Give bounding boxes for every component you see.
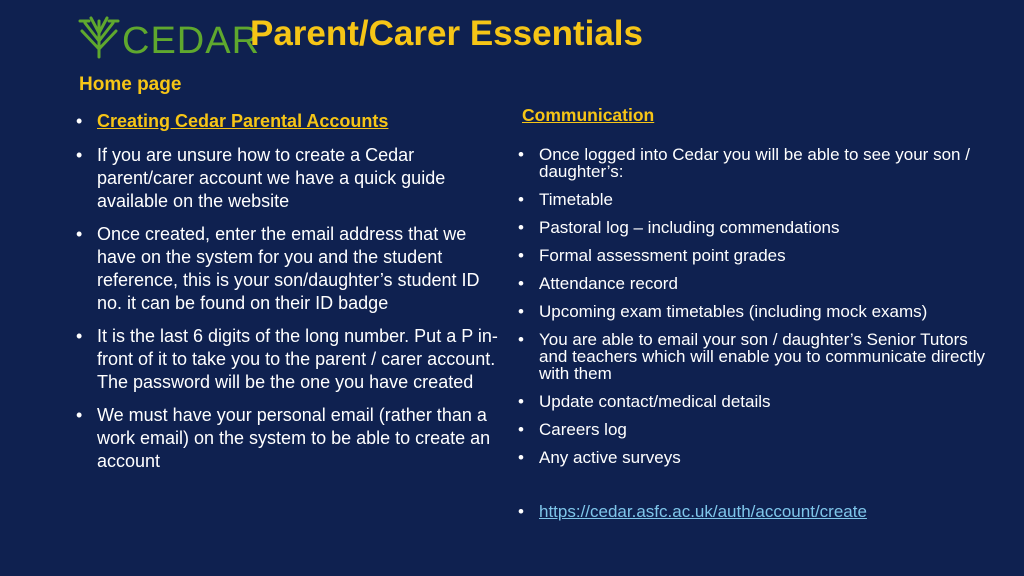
communication-heading: Communication xyxy=(522,105,655,125)
list-item: • If you are unsure how to create a Cedar parent/carer account we have a quick guide available on the website xyxy=(74,144,504,213)
logo-text: CEDAR xyxy=(122,20,261,62)
list-item: • Update contact/medical details xyxy=(516,393,986,410)
page-subtitle: Home page xyxy=(79,74,182,95)
right-column xyxy=(516,104,986,531)
list-item: • Once logged into Cedar you will be able to see your son / daughter’s: xyxy=(516,146,986,180)
list-item: • It is the last 6 digits of the long number. Put a P in-front of it to take you to the parent / carer account. The password will be the one you have created xyxy=(74,325,504,394)
account-create-link[interactable]: https://cedar.asfc.ac.uk/auth/account/create xyxy=(539,502,867,521)
list-item: • Careers log xyxy=(516,421,986,438)
list-item xyxy=(516,503,986,520)
list-item: • You are able to email your son / daughter’s Senior Tutors and teachers which will enable you to communicate directly with them xyxy=(516,331,986,382)
list-item: • Any active surveys xyxy=(516,449,986,466)
list-item: • Attendance record xyxy=(516,275,986,292)
list-item: • Upcoming exam timetables (including mock exams) xyxy=(516,303,986,320)
list-item: • We must have your personal email (rather than a work email) on the system to be able to create an account xyxy=(74,404,504,473)
list-item: • Formal assessment point grades xyxy=(516,247,986,264)
left-column xyxy=(74,110,504,483)
list-item: • Once created, enter the email address that we have on the system for you and the student reference, this is your son/daughter’s student ID no. it can be found on their ID badge xyxy=(74,223,504,315)
list-item: • Timetable xyxy=(516,191,986,208)
page-title: Parent/Carer Essentials xyxy=(250,14,643,53)
list-item xyxy=(74,110,504,133)
palm-leaf-icon xyxy=(76,15,122,59)
list-item: • Pastoral log – including commendations xyxy=(516,219,986,236)
creating-accounts-link[interactable]: Creating Cedar Parental Accounts xyxy=(97,111,389,131)
